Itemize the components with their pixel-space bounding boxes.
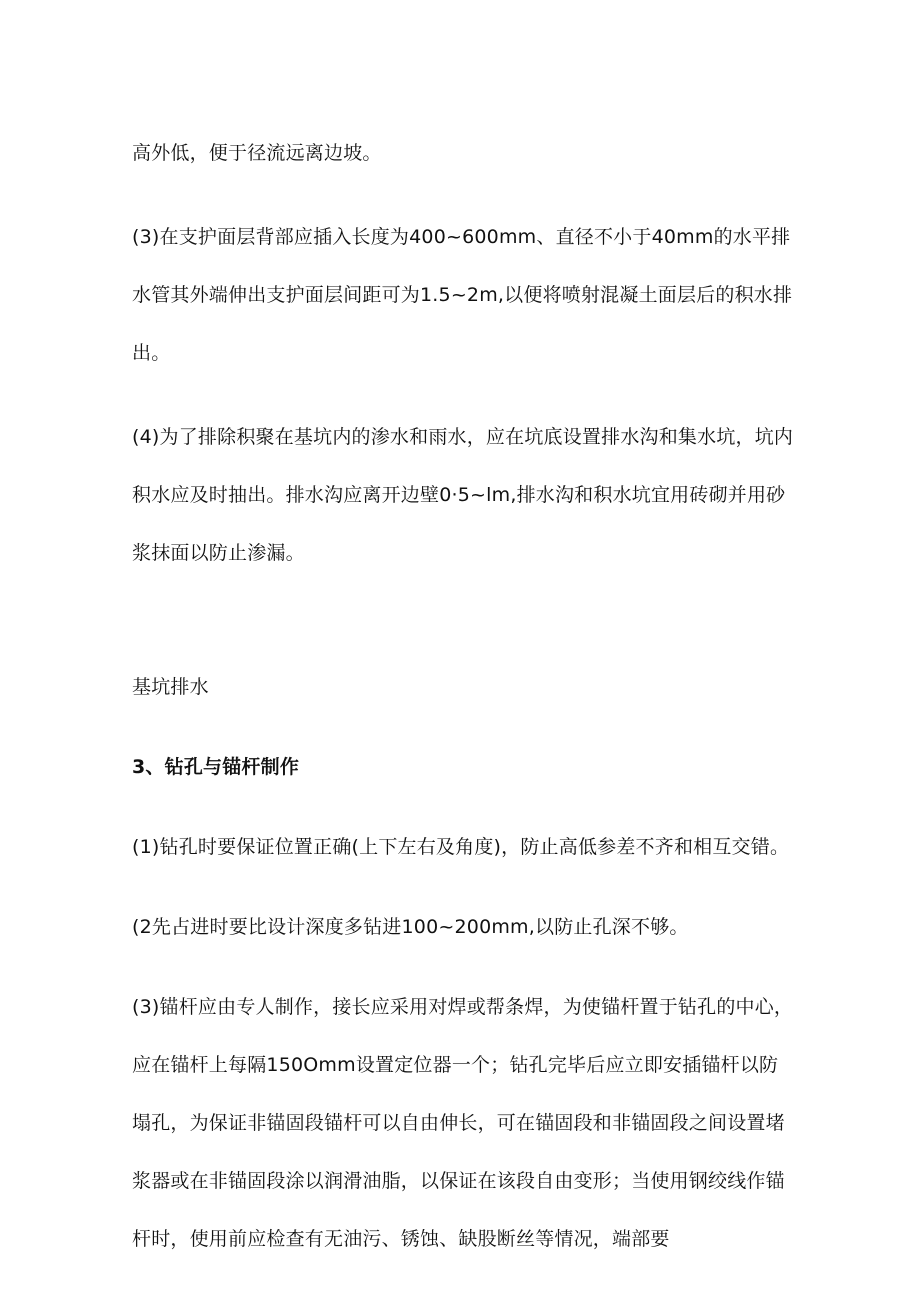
- section-label: 基坑排水: [132, 676, 209, 698]
- paragraph-6: (3)锚杆应由专人制作，接长应采用对焊或帮条焊，为使锚杆置于钻孔的中心，应在锚杆上每隔150Omm设置定位器一个；钻孔完毕后应立即安插锚杆以防塌孔，为保证非锚固段锚杆可以自由伸长，可在锚固段和非锚固段之间设置堵浆器或在非锚固段涂以润滑油脂，以保证在该段自由变形；当使用钢绞线作锚杆时，使用前应检查有无油污、锈蚀、缺股断丝等情况，端部要: [132, 996, 794, 1250]
- paragraph-4: (1)钻孔时要保证位置正确(上下左右及角度)，防止高低参差不齐和相互交错。: [132, 836, 790, 858]
- paragraph-3: (4)为了排除积聚在基坑内的渗水和雨水，应在坑底设置排水沟和集水坑，坑内积水应及时抽出。排水沟应离开边壁0·5~lm,排水沟和积水坑宜用砖砌并用砂浆抹面以防止渗漏。: [132, 426, 794, 564]
- paragraph-2: (3)在支护面层背部应插入长度为400~600mm、直径不小于40mm的水平排水管其外端伸出支护面层间距可为1.5~2m,以便将喷射混凝土面层后的积水排出。: [132, 226, 793, 364]
- section-heading: 3、钻孔与锚杆制作: [132, 756, 300, 778]
- paragraph-1: 高外低，便于径流远离边坡。: [132, 142, 382, 164]
- paragraph-5: (2先占进时要比设计深度多钻进100~200mm,以防止孔深不够。: [132, 916, 689, 938]
- document-body: [132, 124, 794, 1268]
